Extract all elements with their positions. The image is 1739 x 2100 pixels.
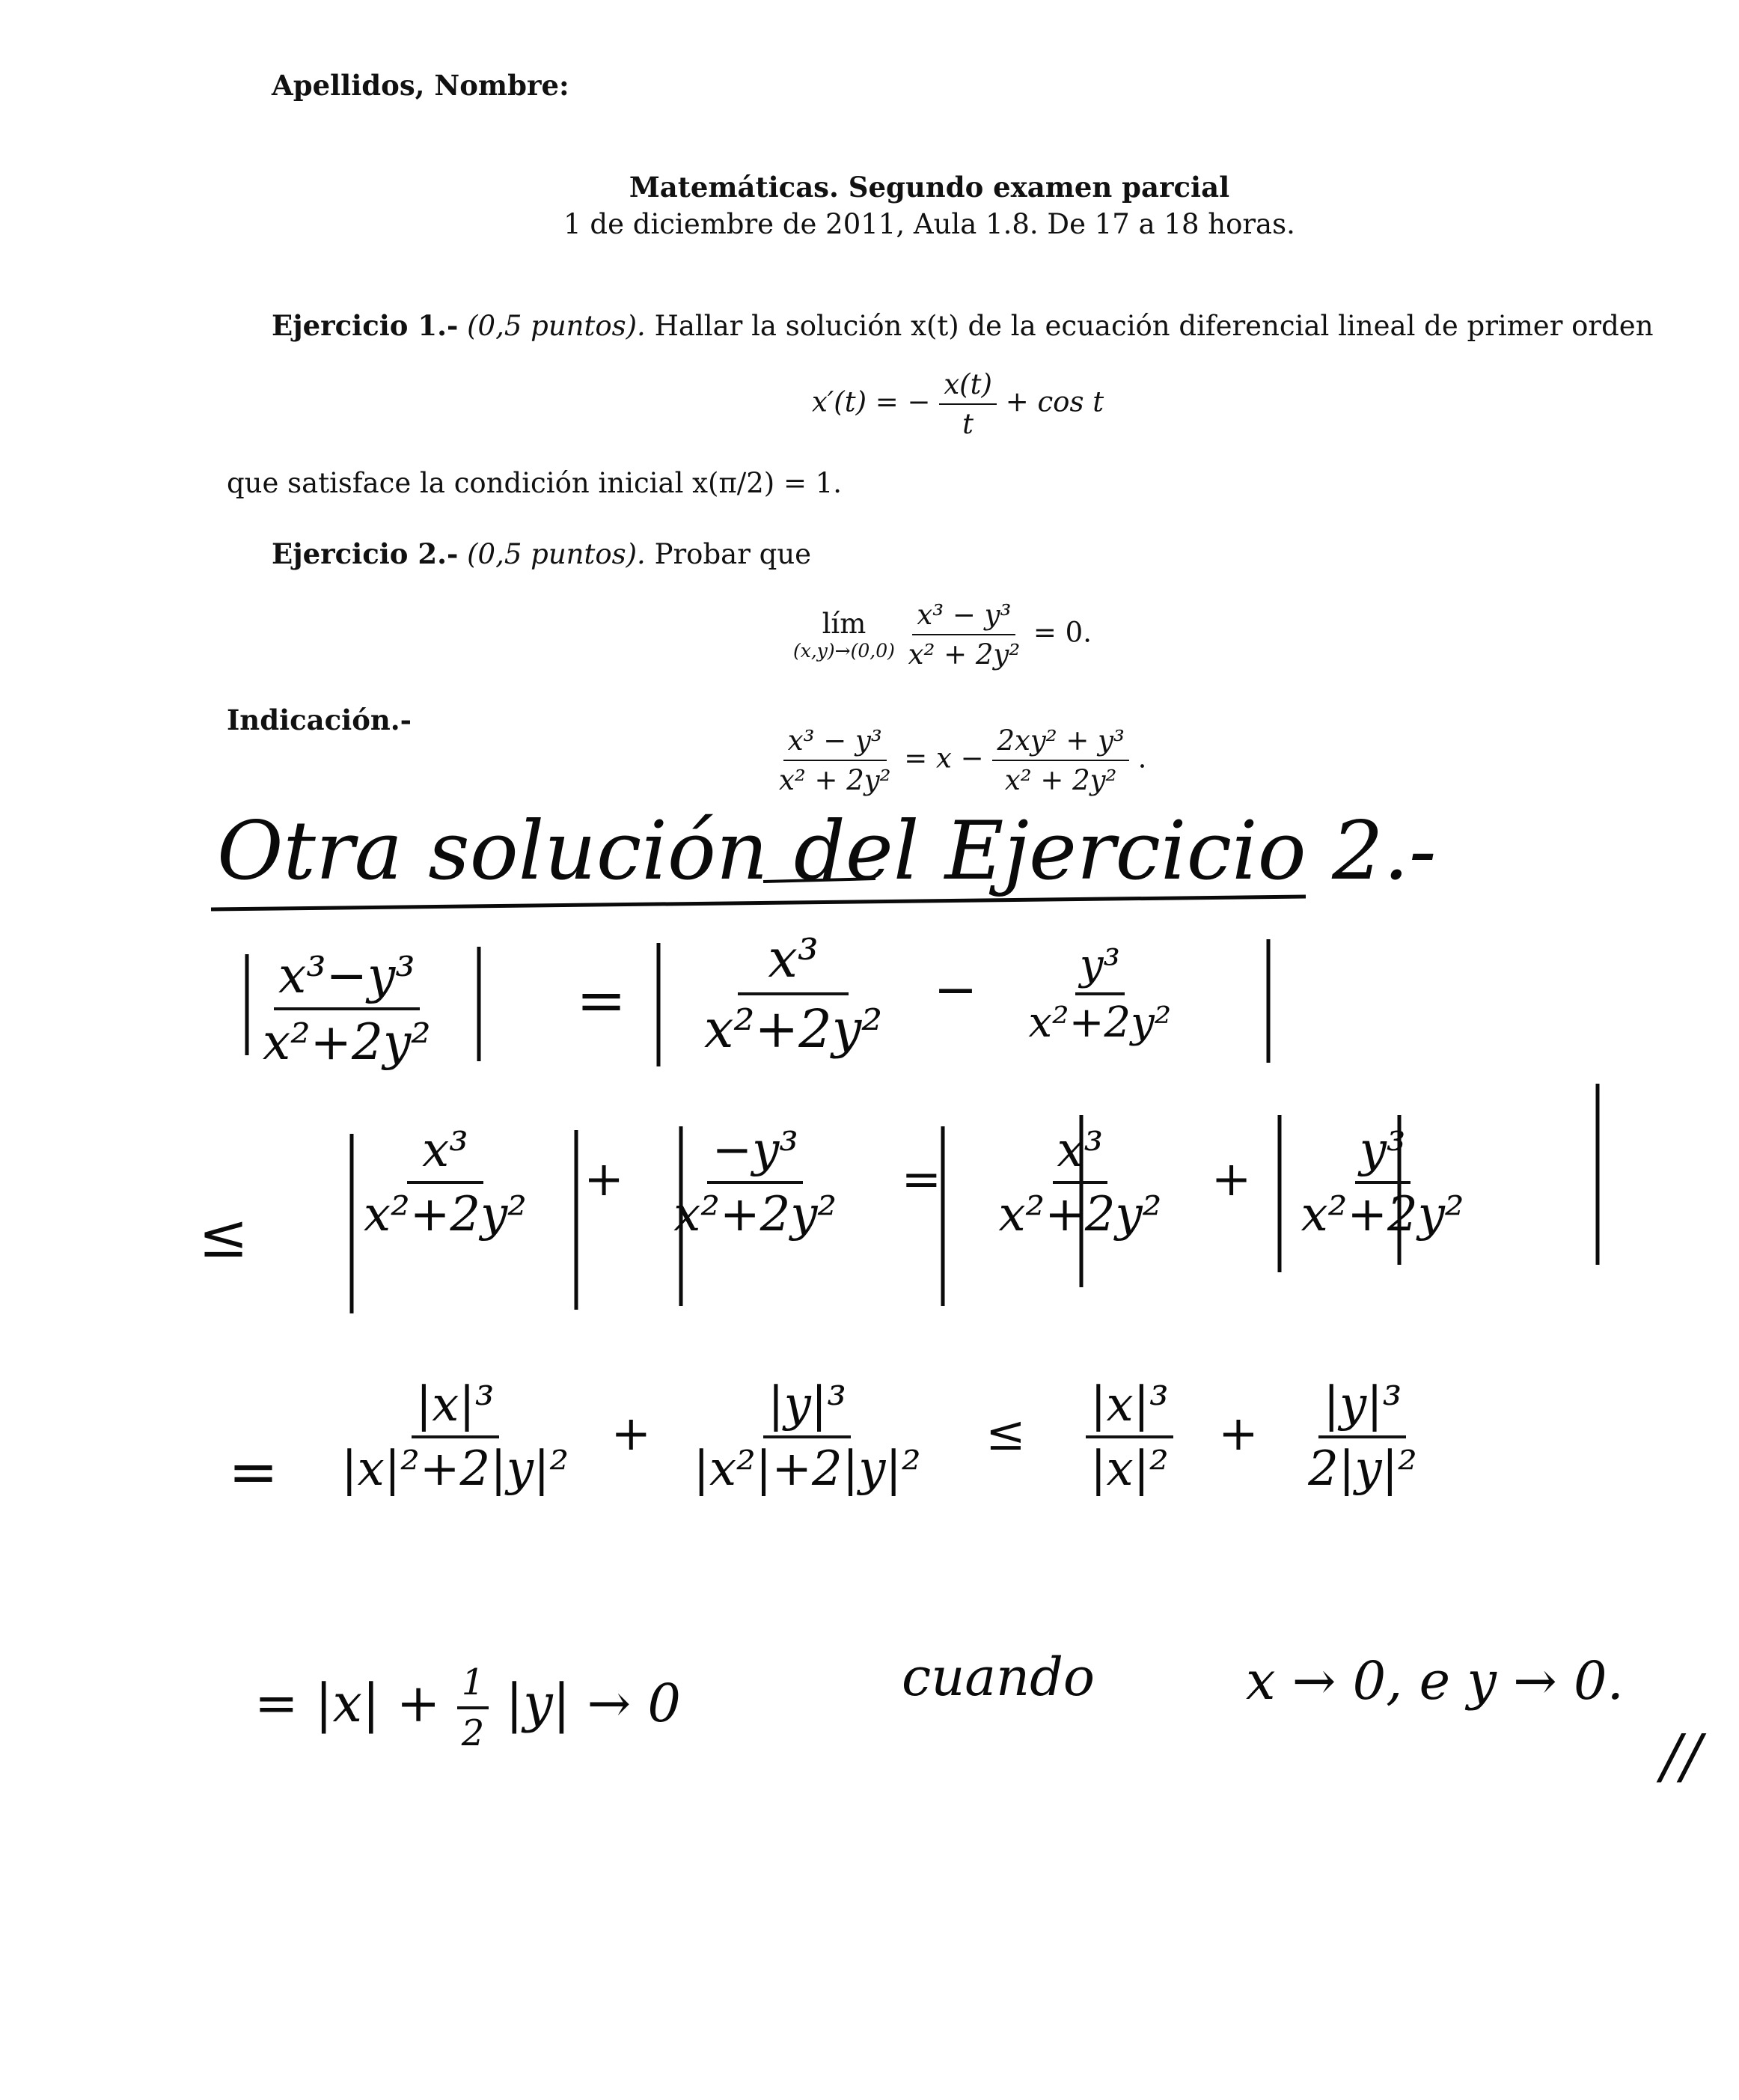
l3-plus2: + xyxy=(1218,1405,1259,1462)
ex2-points: (0,5 puntos). xyxy=(467,538,646,570)
ex1-statement: Hallar la solución x(t) de la ecuación diferencial lineal de primer orden xyxy=(654,310,1654,342)
ex2-lim-word: lím xyxy=(822,608,867,640)
exam-subtitle: 1 de diciembre de 2011, Aula 1.8. De 17 a 18 horas. xyxy=(563,208,1295,240)
l3-a-den: |x|²+2|y|² xyxy=(341,1441,569,1497)
l3-c-frac xyxy=(1086,1377,1173,1497)
l1-minus: − xyxy=(933,959,978,1020)
ex2-lim-sub: (x,y)→(0,0) xyxy=(793,640,895,662)
ex1-eq-lhs: x′(t) = − xyxy=(812,385,931,418)
l2-plus2: + xyxy=(1211,1151,1252,1207)
l1-a-num: x³ xyxy=(738,928,849,995)
l2-b-frac xyxy=(669,1123,841,1242)
hw-line3 xyxy=(337,1377,1422,1497)
l3-d-num: |y|³ xyxy=(1318,1377,1406,1438)
l1-b-den: x²+2y² xyxy=(1028,998,1172,1047)
ex1-label: Ejercicio 1.- xyxy=(272,309,459,342)
l1-num: x³−y³ xyxy=(274,947,420,1010)
l1-frac xyxy=(258,947,435,1071)
l3-a-num: |x|³ xyxy=(412,1377,499,1438)
l2-c-num: x³ xyxy=(1053,1123,1108,1184)
l1-a-frac xyxy=(700,928,887,1060)
l4-half xyxy=(457,1661,489,1754)
l4-when: cuando xyxy=(902,1646,1095,1708)
l2-a-frac xyxy=(359,1123,531,1242)
ex1-eq-rhs: + cos t xyxy=(1005,385,1104,418)
l4-rest: |y| → 0 xyxy=(505,1673,681,1734)
ex2-lim-den: x² + 2y² xyxy=(908,638,1021,671)
hw-line2 xyxy=(359,1123,1469,1242)
ex2-statement: Probar que xyxy=(654,538,812,570)
handwritten-heading: Otra solución del Ejercicio 2.- xyxy=(217,805,1437,898)
l3-eq: = xyxy=(228,1437,279,1507)
hint-lhs-den: x² + 2y² xyxy=(779,764,891,796)
l3-d-den: 2|y|² xyxy=(1308,1441,1417,1497)
l4-half-num: 1 xyxy=(457,1661,489,1709)
ex2-lim-num: x³ − y³ xyxy=(912,599,1015,635)
hint-rhs-den: x² + 2y² xyxy=(1004,764,1117,796)
l4-cond: x → 0, e y → 0. xyxy=(1246,1650,1624,1712)
l2-c-frac xyxy=(994,1123,1166,1242)
ex1-eq-den: t xyxy=(962,408,974,440)
heading-underline xyxy=(211,897,1306,909)
l2-d-frac xyxy=(1297,1123,1469,1242)
l2-b-den: x²+2y² xyxy=(673,1187,837,1242)
l2-le: ≤ xyxy=(198,1201,249,1271)
l3-b-den: |x²|+2|y|² xyxy=(693,1441,921,1497)
ex2-lim-rhs: = 0. xyxy=(1033,616,1092,649)
l1-b-frac xyxy=(1024,941,1176,1047)
l2-a-den: x²+2y² xyxy=(364,1187,527,1242)
l3-le: ≤ xyxy=(985,1405,1026,1462)
hint-mid: = x − xyxy=(904,742,984,775)
l2-c-den: x²+2y² xyxy=(998,1187,1162,1242)
l3-a-frac xyxy=(337,1377,573,1497)
l3-d-frac xyxy=(1304,1377,1422,1497)
l2-plus: + xyxy=(584,1151,624,1207)
l1-a-den: x²+2y² xyxy=(704,998,883,1060)
l3-c-num: |x|³ xyxy=(1086,1377,1173,1438)
l2-eq: = xyxy=(901,1151,942,1207)
l2-a-num: x³ xyxy=(407,1123,483,1184)
l3-plus: + xyxy=(611,1405,652,1462)
l1-eq: = xyxy=(576,965,627,1035)
hint-rhs-num: 2xy² + y³ xyxy=(992,724,1128,761)
l1-b-num: y³ xyxy=(1075,941,1125,995)
name-label: Apellidos, Nombre: xyxy=(272,69,569,102)
l1-den: x²+2y² xyxy=(263,1013,431,1071)
l4-start: = |x| + xyxy=(254,1673,441,1734)
hint-lhs-num: x³ − y³ xyxy=(783,724,887,761)
l3-b-num: |y|³ xyxy=(763,1377,851,1438)
hw-line1-right xyxy=(700,928,1176,1060)
hw-line4 xyxy=(254,1661,681,1754)
ex1-eq-num: x(t) xyxy=(939,368,997,405)
ex1-points: (0,5 puntos). xyxy=(467,310,646,342)
ex1-condition: que satisface la condición inicial x(π/2) = 1. xyxy=(227,467,843,499)
l3-b-frac xyxy=(688,1377,925,1497)
l2-d-num: y³ xyxy=(1355,1123,1411,1184)
hint-end: . xyxy=(1137,742,1147,775)
ex2-label: Ejercicio 2.- xyxy=(272,537,459,570)
end-mark: // xyxy=(1661,1721,1702,1791)
l4-half-den: 2 xyxy=(461,1712,485,1754)
l2-b-num: −y³ xyxy=(707,1123,802,1184)
l2-d-den: x²+2y² xyxy=(1301,1187,1464,1242)
exam-title: Matemáticas. Segundo examen parcial xyxy=(629,171,1230,204)
hw-line1 xyxy=(258,947,435,1071)
hint-label: Indicación.- xyxy=(227,703,412,736)
l3-c-den: |x|² xyxy=(1089,1441,1169,1497)
